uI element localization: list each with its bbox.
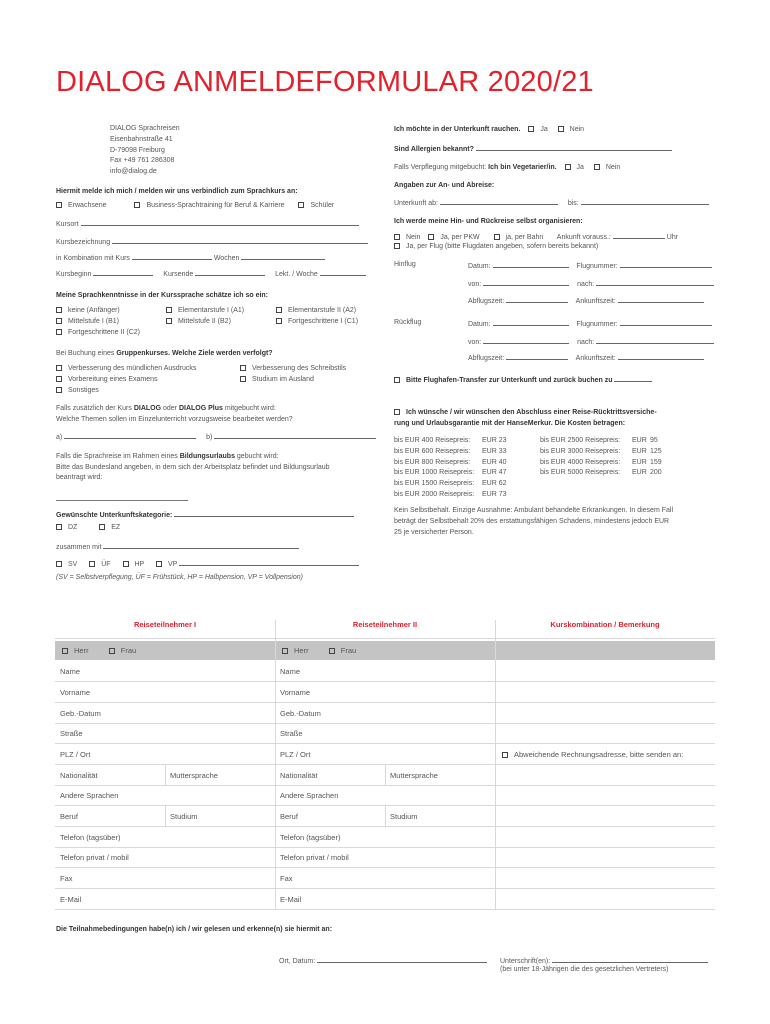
table-column-divider xyxy=(275,620,276,909)
ort-datum-field[interactable] xyxy=(317,956,487,963)
allergien-field[interactable] xyxy=(476,144,672,151)
table-column-divider xyxy=(165,805,166,826)
kursbeginn-row xyxy=(56,269,366,278)
hinflug-nach-field[interactable] xyxy=(596,279,714,286)
text: Falls zusätzlich der Kurs xyxy=(56,405,134,412)
kursende-label: Kursende xyxy=(163,271,194,278)
option-label: Ja, per PKW xyxy=(440,234,480,241)
option-label: Verbesserung des mündlichen Ausdrucks xyxy=(68,365,197,372)
checkbox[interactable] xyxy=(56,387,62,393)
price-label: bis EUR 800 Reisepreis: xyxy=(394,458,471,466)
unterkunft-heading: Gewünschte Unterkunftskategorie: xyxy=(56,512,173,519)
price-value: EUR 47 xyxy=(482,469,507,477)
hinflug-von-field[interactable] xyxy=(483,279,569,286)
checkbox-business[interactable] xyxy=(134,202,140,208)
table-divider xyxy=(55,638,715,639)
option-label: HP xyxy=(134,561,145,568)
checkbox-rechnung[interactable] xyxy=(502,752,508,758)
topic-a-label: a) xyxy=(56,434,63,441)
travel-heading: Angaben zur An- und Abreise: xyxy=(394,182,495,189)
checkbox-schueler[interactable] xyxy=(298,202,304,208)
price-value: EUR 73 xyxy=(482,490,507,498)
veg-label: Falls Verpflegung mitgebucht: xyxy=(394,164,489,171)
checkbox-sv[interactable] xyxy=(56,561,62,567)
selbstbehalt-note xyxy=(394,506,673,538)
ankunftszeit-label: Ankunftszeit: xyxy=(575,298,616,305)
verpflegung-note: (SV = Selbstverpflegung, ÜF = Frühstück, HP = Halbpension, VP = Vollpension) xyxy=(56,574,303,581)
text: Bildungsurlaubs xyxy=(179,453,235,460)
salutation-2 xyxy=(282,646,356,655)
table-divider xyxy=(55,826,715,827)
unterschrift-field[interactable] xyxy=(552,956,708,963)
transfer-label: Bitte Flughafen-Transfer zur Unterkunft und zurück buchen zu xyxy=(406,377,613,384)
flug-row xyxy=(394,243,598,250)
wochen-label: Wochen xyxy=(213,255,240,262)
option-label: Schüler xyxy=(310,202,335,209)
text: mitgebucht wird: xyxy=(222,405,276,412)
price-currency: EUR xyxy=(632,458,647,466)
ankunft-label: Ankunft vorauss.: xyxy=(556,234,611,241)
address-line: info@dialog.de xyxy=(110,168,157,176)
table-divider xyxy=(55,867,715,868)
p2-muttersprache[interactable]: Muttersprache xyxy=(390,771,438,780)
unterkunft-ab-field[interactable] xyxy=(440,198,558,205)
knowledge-col1 xyxy=(56,305,140,338)
option-label: Ja xyxy=(576,164,584,171)
goals-col2 xyxy=(240,363,346,385)
rueckflug-ankunft-field[interactable] xyxy=(618,353,704,360)
option-label: Ja, per Flug (bitte Flugdaten angeben, sofern bereits bekannt) xyxy=(406,243,599,250)
table-divider xyxy=(55,723,715,724)
zusammen-row xyxy=(56,542,299,551)
rueckflug-label: Rückflug xyxy=(394,319,422,326)
flugnummer-label: Flugnummer: xyxy=(576,263,618,270)
nach-label: nach: xyxy=(577,339,595,346)
table-header-participant-1: Reiseteilnehmer I xyxy=(133,620,197,629)
signup-heading: Hiermit melde ich mich / melden wir uns verbindlich zum Sprachkurs an: xyxy=(56,188,298,195)
option-label: Fortgeschrittene I (C1) xyxy=(288,318,359,325)
lekt-field[interactable] xyxy=(320,269,366,276)
hinflug-abflug-field[interactable] xyxy=(506,296,568,303)
ankunftszeit-label: Ankunftszeit: xyxy=(575,355,616,362)
verpflegung-field[interactable] xyxy=(179,559,359,566)
table-column-divider xyxy=(385,805,386,826)
price-label: bis EUR 4000 Reisepreis: xyxy=(540,458,621,466)
hinflug-label: Hinflug xyxy=(394,261,416,268)
text: Bitte das Bundesland angeben, in dem sich der Arbeitsplatz befindet und Bildungsurlaub xyxy=(56,463,330,471)
p2-plz-ort[interactable]: PLZ / Ort xyxy=(280,750,311,759)
allergien-label: Sind Allergien bekannt? xyxy=(394,146,474,153)
rechnung-label: Abweichende Rechnungsadresse, bitte senden an: xyxy=(514,750,684,759)
ort-datum-label: Ort, Datum: xyxy=(279,958,316,965)
table-column-divider xyxy=(495,620,496,909)
frau-label: Frau xyxy=(120,646,137,655)
option-label: VP xyxy=(168,561,178,568)
table-header-participant-2: Reiseteilnehmer II xyxy=(352,620,418,629)
kursbezeichnung-field[interactable] xyxy=(112,237,368,244)
allergien-row xyxy=(394,144,672,153)
option-label: Elementarstufe II (A2) xyxy=(288,307,357,314)
text: rung und Urlaubsgarantie mit der HanseMerkur. Die Kosten betragen: xyxy=(394,419,626,427)
address-line: DIALOG Sprachreisen xyxy=(110,125,180,132)
option-label: Business-Sprachtraining für Beruf & Karriere xyxy=(146,202,285,209)
goals-col1 xyxy=(56,363,196,396)
hinflug-datum-row xyxy=(468,261,712,270)
abflugszeit-label: Abflugszeit: xyxy=(468,298,505,305)
price-label: bis EUR 600 Reisepreis: xyxy=(394,447,471,455)
price-label: bis EUR 5000 Reisepreis: xyxy=(540,469,621,477)
bildungsurlaub-block xyxy=(56,452,330,484)
price-currency: EUR xyxy=(632,469,647,477)
extra-course-block xyxy=(56,404,293,425)
knowledge-col3 xyxy=(276,305,358,327)
checkbox-bahn[interactable] xyxy=(494,234,500,240)
rueckflug-datum-field[interactable] xyxy=(493,319,569,326)
kursort-field[interactable] xyxy=(81,219,359,226)
option-label: Sonstiges xyxy=(68,387,99,394)
price-label: bis EUR 1000 Reisepreis: xyxy=(394,469,475,477)
option-label: Fortgeschrittene II (C2) xyxy=(68,329,140,336)
price-label: bis EUR 2500 Reisepreis: xyxy=(540,437,621,444)
hinflug-flugnummer-field[interactable] xyxy=(620,261,712,268)
option-label: Verbesserung des Schreibstils xyxy=(252,365,347,372)
price-label: bis EUR 1500 Reisepreis: xyxy=(394,480,475,488)
salutation-row xyxy=(55,641,715,660)
p1-andere-sprachen[interactable]: Andere Sprachen xyxy=(60,791,119,800)
checkbox-hp[interactable] xyxy=(123,561,129,567)
p1-email[interactable]: E-Mail xyxy=(60,895,82,904)
topic-b-label: b) xyxy=(206,434,213,441)
hinflug-ankunft-field[interactable] xyxy=(618,296,704,303)
option-label: Erwachsene xyxy=(68,202,107,209)
price-value: EUR 23 xyxy=(482,437,507,444)
p1-beruf[interactable]: Beruf xyxy=(60,812,78,821)
p1-geb-datum[interactable]: Geb.-Datum xyxy=(60,709,101,718)
unterschrift-note: (bei unter 18-Jährigen die des gesetzlichen Vertreters) xyxy=(500,966,669,973)
option-label: ÜF xyxy=(101,561,111,568)
kursbezeichnung-label: Kursbezeichnung xyxy=(56,239,111,246)
rueckflug-von-field[interactable] xyxy=(483,337,569,344)
option-label: DZ xyxy=(68,524,78,531)
price-value: EUR 33 xyxy=(482,447,507,455)
p2-email[interactable]: E-Mail xyxy=(280,895,302,904)
von-label: von: xyxy=(468,281,482,288)
nach-label: nach: xyxy=(577,281,595,288)
option-label: Nein xyxy=(605,164,621,171)
text: DIALOG xyxy=(133,405,162,412)
table-divider xyxy=(55,888,715,889)
smoke-label: Ich möchte in der Unterkunft rauchen. xyxy=(394,126,521,133)
option-label: Nein xyxy=(569,126,585,133)
herr-label: Herr xyxy=(294,646,309,655)
verpflegung-row xyxy=(56,559,359,568)
p2-nationalitaet[interactable]: Nationalität xyxy=(280,771,318,780)
lekt-label: Lekt. / Woche xyxy=(275,271,318,278)
price-value: 159 xyxy=(650,458,662,466)
checkbox-vp[interactable] xyxy=(156,561,162,567)
table-divider xyxy=(55,847,715,848)
smoke-row xyxy=(394,126,584,133)
text: beantragt wird: xyxy=(56,474,103,481)
p2-beruf[interactable]: Beruf xyxy=(280,812,298,821)
salutation-1 xyxy=(62,646,136,655)
text: oder xyxy=(161,405,179,412)
checkbox-herr-1[interactable] xyxy=(62,648,68,654)
ankunft-field[interactable] xyxy=(613,232,665,239)
kursende-field[interactable] xyxy=(195,269,265,276)
checkbox-frau-1[interactable] xyxy=(109,648,115,654)
unterkunft-row xyxy=(56,510,354,519)
kombination-field[interactable] xyxy=(132,253,212,260)
kursort-label: Kursort xyxy=(56,221,79,228)
vegetarian-row xyxy=(394,164,620,171)
option-label: Elementarstufe I (A1) xyxy=(178,307,245,314)
bis-label: bis: xyxy=(567,200,579,207)
p1-muttersprache[interactable]: Muttersprache xyxy=(170,771,218,780)
transfer-field[interactable] xyxy=(614,375,652,382)
option-label: Vorbereitung eines Examens xyxy=(68,376,158,383)
travel-mode-row xyxy=(394,232,678,241)
checkbox[interactable] xyxy=(276,318,282,324)
text: Ich wünsche / wir wünschen den Abschluss einer Reise-Rücktrittsversiche- xyxy=(406,409,657,416)
zusammen-label: zusammen mit xyxy=(56,544,102,551)
p1-name[interactable]: Name xyxy=(60,667,81,676)
group-heading-bold: Gruppenkurses. Welche Ziele werden verfolgt? xyxy=(116,350,273,357)
address-line: D-79098 Freiburg xyxy=(110,146,165,154)
insurance-heading xyxy=(394,408,657,429)
table-divider xyxy=(55,702,715,703)
p2-strasse[interactable]: Straße xyxy=(280,729,303,738)
p1-nationalitaet[interactable]: Nationalität xyxy=(60,771,98,780)
datum-label: Datum: xyxy=(468,263,491,270)
herr-label: Herr xyxy=(74,646,89,655)
text: gebucht wird: xyxy=(234,453,279,460)
option-label: ja, per Bahn xyxy=(505,234,544,241)
ort-datum-row xyxy=(279,956,487,965)
knowledge-col2 xyxy=(166,305,244,327)
checkbox-erwachsene[interactable] xyxy=(56,202,62,208)
rueckflug-abflug-field[interactable] xyxy=(506,353,568,360)
p1-studium[interactable]: Studium xyxy=(170,812,198,821)
group-heading xyxy=(56,350,273,357)
price-value: 125 xyxy=(650,447,662,455)
knowledge-heading: Meine Sprachkenntnisse in der Kurssprache schätze ich so ein: xyxy=(56,292,269,299)
topic-b-field[interactable] xyxy=(214,432,376,439)
p2-studium[interactable]: Studium xyxy=(390,812,418,821)
p2-name[interactable]: Name xyxy=(280,667,301,676)
uhr-label: Uhr xyxy=(666,234,679,241)
p1-plz-ort[interactable]: PLZ / Ort xyxy=(60,750,91,759)
p2-telefon-tags[interactable]: Telefon (tagsüber) xyxy=(280,833,341,842)
checkbox-herr-2[interactable] xyxy=(282,648,288,654)
checkbox[interactable] xyxy=(56,307,62,313)
selbst-heading: Ich werde meine Hin- und Rückreise selbst organisieren: xyxy=(394,218,583,225)
prices-col2 xyxy=(540,436,662,479)
price-currency: EUR xyxy=(632,447,647,455)
rueckflug-times-row xyxy=(468,353,704,362)
rechnung-row xyxy=(502,750,683,759)
page-title: DIALOG ANMELDEFORMULAR 2020/21 xyxy=(56,66,594,98)
checkbox-frau-2[interactable] xyxy=(329,648,335,654)
hinflug-datum-field[interactable] xyxy=(493,261,569,268)
transfer-row xyxy=(394,375,652,384)
option-label: EZ xyxy=(111,524,121,531)
datum-label: Datum: xyxy=(468,321,491,328)
unterschrift-label: Unterschrift(en): xyxy=(500,958,551,965)
unterkunft-field[interactable] xyxy=(174,510,354,517)
checkbox-flug[interactable] xyxy=(394,243,400,249)
p2-geb-datum[interactable]: Geb.-Datum xyxy=(280,709,321,718)
checkbox-ez[interactable] xyxy=(99,524,105,530)
bundesland-field[interactable] xyxy=(56,500,188,501)
rueckflug-nach-field[interactable] xyxy=(596,337,714,344)
checkbox-transfer[interactable] xyxy=(394,377,400,383)
p2-fax[interactable]: Fax xyxy=(280,874,293,883)
table-divider xyxy=(55,909,715,910)
table-divider xyxy=(55,743,715,744)
von-label: von: xyxy=(468,339,482,346)
unterschrift-row xyxy=(500,956,708,965)
checkbox-smoke-nein[interactable] xyxy=(558,126,564,132)
text: Falls die Sprachreise im Rahmen eines xyxy=(56,453,180,460)
option-label: Studium im Ausland xyxy=(252,376,314,383)
text: Welche Themen sollen im Einzelunterricht vorzugsweise bearbeitet werden? xyxy=(56,415,293,423)
table-column-divider xyxy=(385,764,386,785)
price-value: EUR 62 xyxy=(482,480,507,488)
checkbox-nein[interactable] xyxy=(394,234,400,240)
text: Kein Selbstbehalt. Einzige Ausnahme: Ambulant behandelte Erkrankungen. In diesem Fall xyxy=(394,507,674,514)
kombination-label: in Kombination mit Kurs xyxy=(56,255,130,262)
price-value: 200 xyxy=(650,469,662,477)
p1-telefon-tags[interactable]: Telefon (tagsüber) xyxy=(60,833,121,842)
address-line: Eisenbahnstraße 41 xyxy=(110,135,173,143)
checkbox[interactable] xyxy=(276,307,282,313)
option-label: Mittelstufe II (B2) xyxy=(178,318,231,325)
p1-telefon-privat[interactable]: Telefon privat / mobil xyxy=(60,853,129,862)
flugnummer-label: Flugnummer: xyxy=(576,321,618,328)
checkbox[interactable] xyxy=(56,365,62,371)
checkbox-insurance[interactable] xyxy=(394,409,400,415)
p1-vorname[interactable]: Vorname xyxy=(60,688,91,697)
p2-telefon-privat[interactable]: Telefon privat / mobil xyxy=(280,853,349,862)
option-label: SV xyxy=(68,561,78,568)
kombination-row xyxy=(56,253,325,262)
kursbezeichnung-row xyxy=(56,237,368,246)
p1-strasse[interactable]: Straße xyxy=(60,729,83,738)
topics-row xyxy=(56,432,376,441)
checkbox[interactable] xyxy=(166,318,172,324)
wochen-field[interactable] xyxy=(241,253,325,260)
checkbox[interactable] xyxy=(56,329,62,335)
table-header-remarks: Kurskombination / Bemerkung xyxy=(550,620,660,629)
text: DIALOG Plus xyxy=(178,405,223,412)
checkbox-uef[interactable] xyxy=(89,561,95,567)
price-currency: EUR xyxy=(632,437,647,444)
checkbox-veg-ja[interactable] xyxy=(565,164,571,170)
kursbeginn-label: Kursbeginn xyxy=(56,271,92,278)
checkbox[interactable] xyxy=(240,365,246,371)
checkbox[interactable] xyxy=(166,307,172,313)
hinflug-times-row xyxy=(468,296,704,305)
table-divider xyxy=(55,681,715,682)
frau-label: Frau xyxy=(340,646,357,655)
p2-vorname[interactable]: Vorname xyxy=(280,688,311,697)
zusammen-field[interactable] xyxy=(103,542,299,549)
rueckflug-datum-row xyxy=(468,319,712,328)
conditions-text: Die Teilnahmebedingungen habe(n) ich / wir gelesen und erkenne(n) sie hiermit an: xyxy=(56,926,333,933)
text: 25 je versicherter Person. xyxy=(394,528,474,536)
prices-col1 xyxy=(394,436,507,501)
address-line: Fax +49 761 286308 xyxy=(110,157,175,165)
option-label: Ja xyxy=(540,126,548,133)
kursort-row xyxy=(56,219,359,228)
option-label: Mittelstufe I (B1) xyxy=(68,318,119,325)
checkbox[interactable] xyxy=(56,318,62,324)
abflugszeit-label: Abflugszeit: xyxy=(468,355,505,362)
table-column-divider xyxy=(165,764,166,785)
unterkunft-ab-label: Unterkunft ab: xyxy=(394,200,438,207)
price-value: EUR 40 xyxy=(482,458,507,466)
kursbeginn-field[interactable] xyxy=(93,269,153,276)
table-divider xyxy=(55,785,715,786)
option-label: Nein xyxy=(406,234,421,241)
topic-a-field[interactable] xyxy=(64,432,196,439)
rueckflug-route-row xyxy=(468,337,714,346)
checkbox[interactable] xyxy=(56,376,62,382)
checkbox-smoke-ja[interactable] xyxy=(528,126,534,132)
p2-andere-sprachen[interactable]: Andere Sprachen xyxy=(280,791,339,800)
price-label: bis EUR 400 Reisepreis: xyxy=(394,437,471,444)
option-label: keine (Anfänger) xyxy=(68,307,120,314)
rueckflug-flugnummer-field[interactable] xyxy=(620,319,712,326)
address-block xyxy=(110,124,180,178)
hinflug-route-row xyxy=(468,279,714,288)
group-heading-text: Bei Buchung eines xyxy=(56,350,117,357)
checkbox-pkw[interactable] xyxy=(428,234,434,240)
text: beträgt der Selbstbehalt 20% des erstattungsfähigen Schadens, mindestens jedoch EUR xyxy=(394,517,670,525)
p1-fax[interactable]: Fax xyxy=(60,874,73,883)
checkbox-veg-nein[interactable] xyxy=(594,164,600,170)
price-value: 95 xyxy=(650,437,658,444)
checkbox-dz[interactable] xyxy=(56,524,62,530)
bis-field[interactable] xyxy=(581,198,709,205)
room-options xyxy=(56,524,120,531)
signup-options xyxy=(56,202,334,209)
veg-label-bold: Ich bin Vegetarier/in. xyxy=(488,164,557,171)
checkbox[interactable] xyxy=(240,376,246,382)
price-label: bis EUR 3000 Reisepreis: xyxy=(540,447,621,455)
unterkunft-dates-row xyxy=(394,198,709,207)
price-label: bis EUR 2000 Reisepreis: xyxy=(394,490,475,498)
